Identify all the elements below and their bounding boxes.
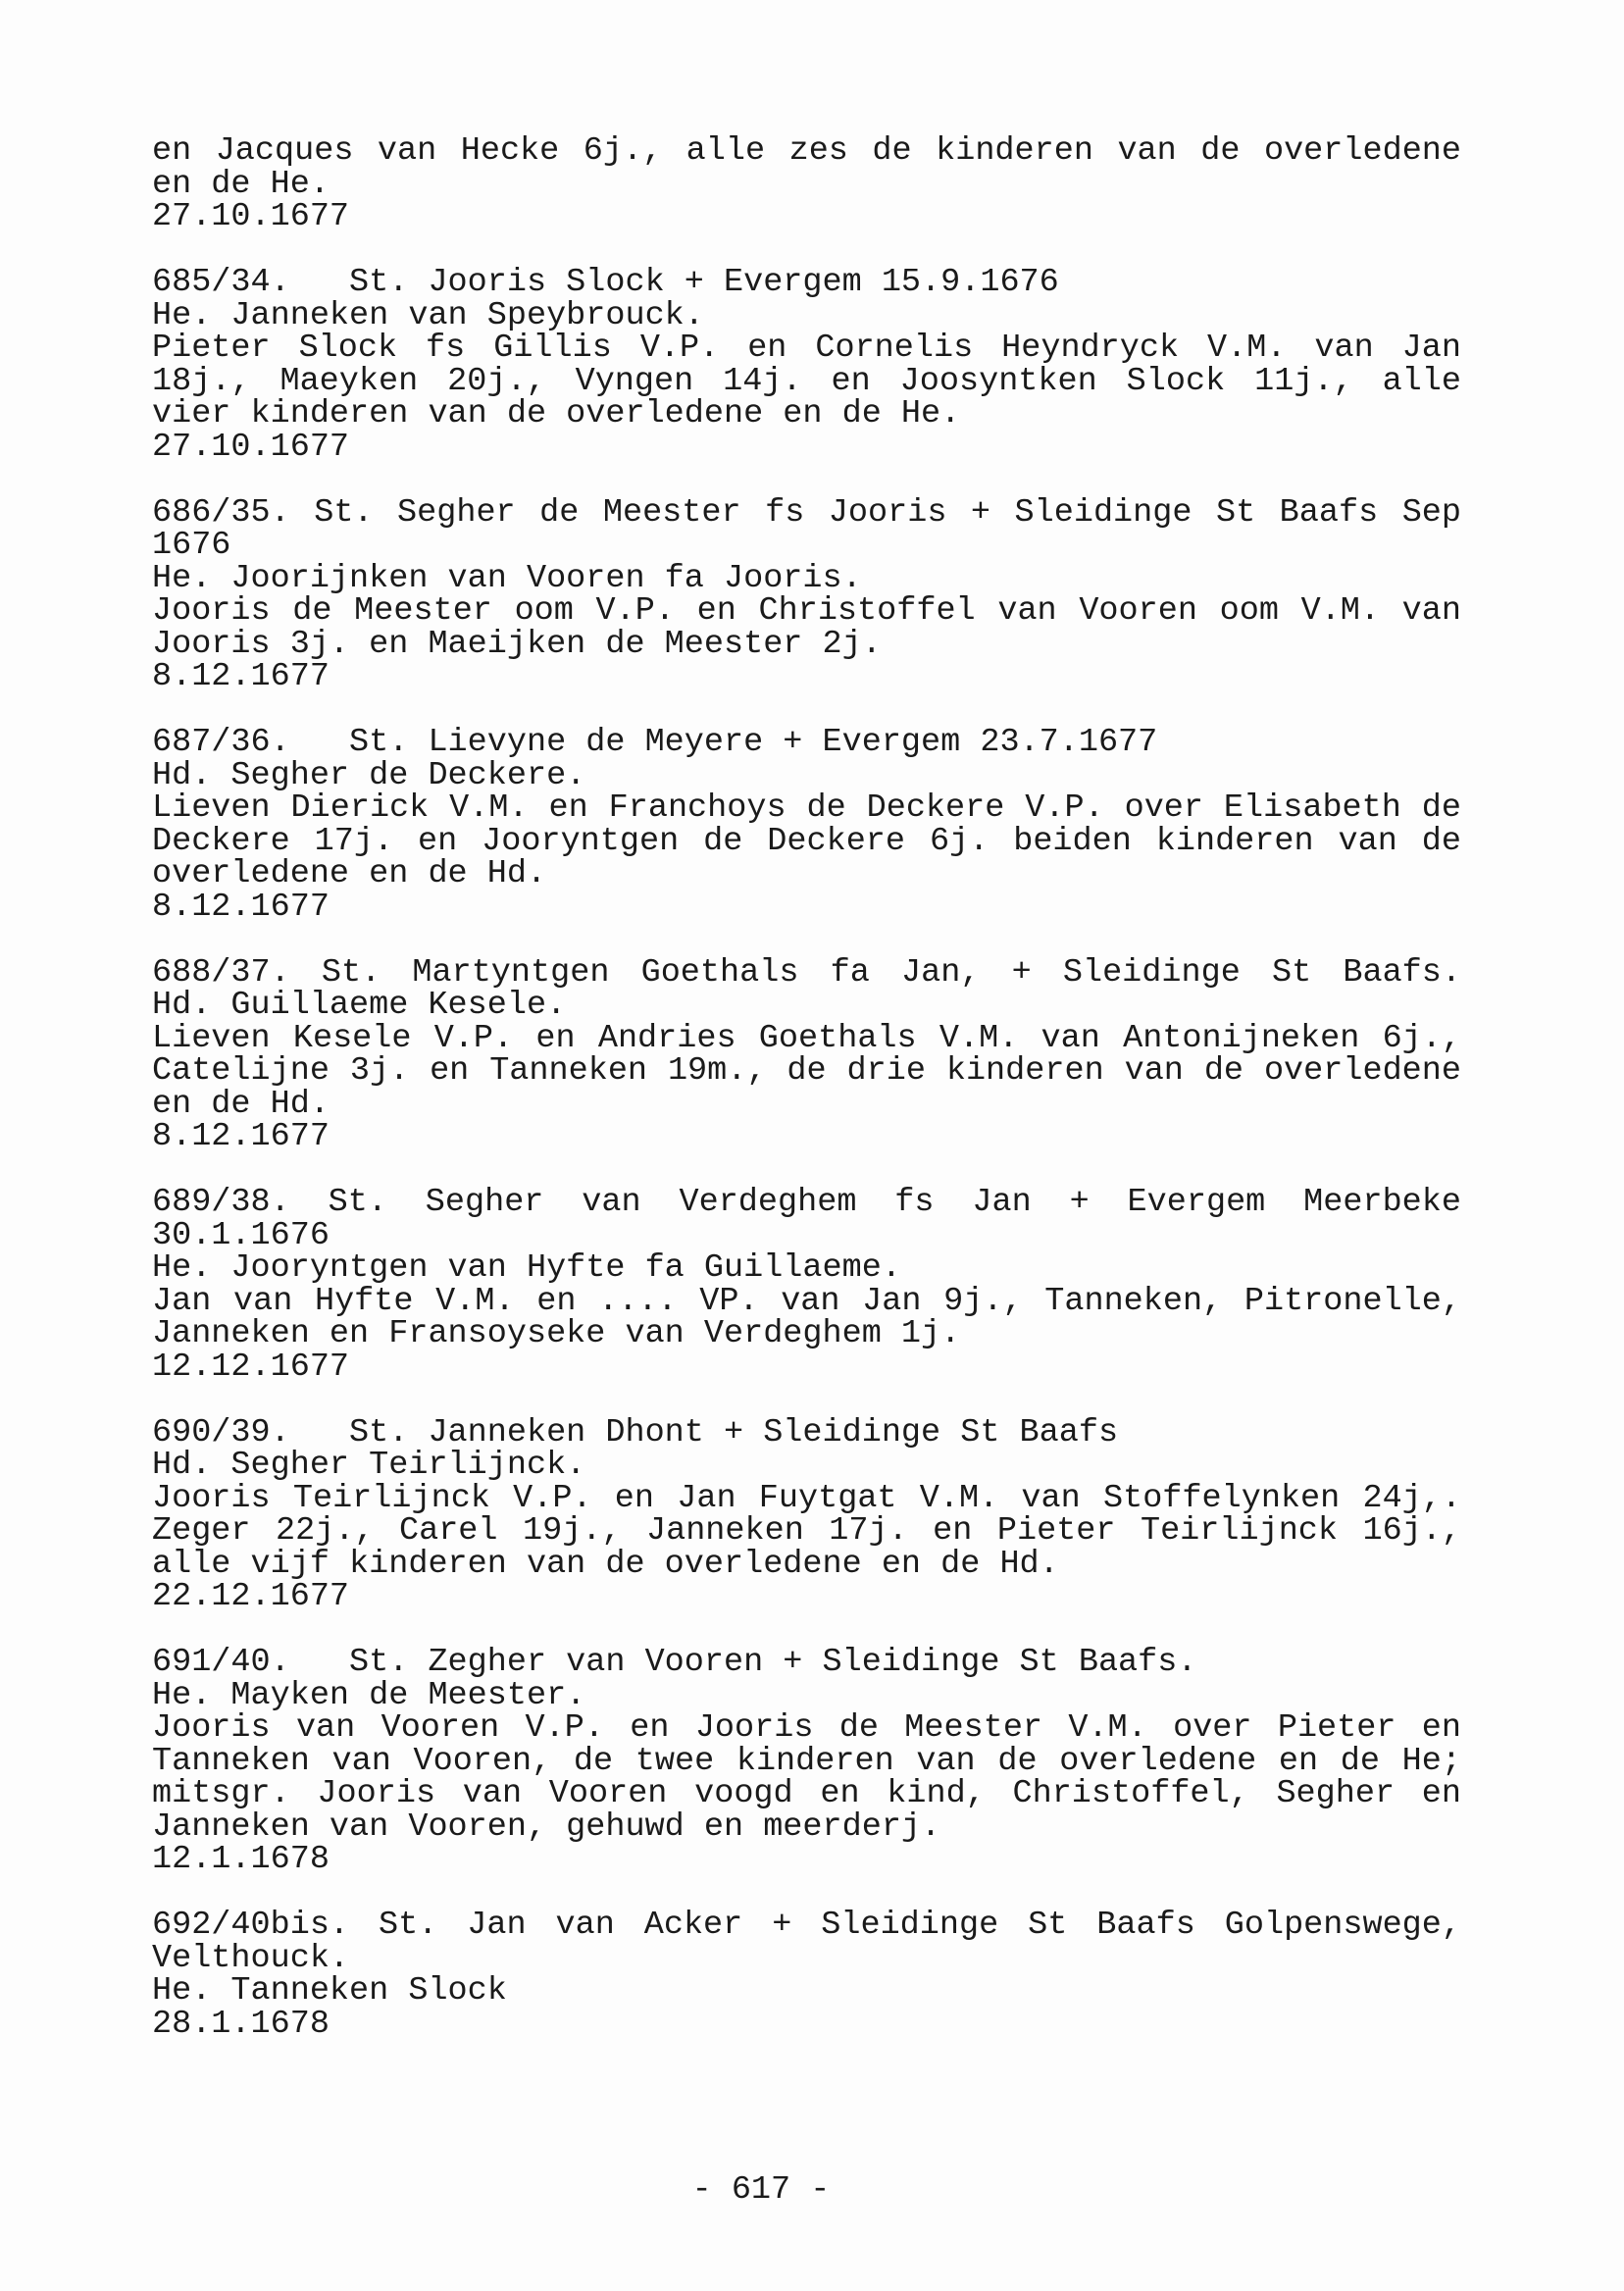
text-line: mitsgr. Jooris van Vooren voogd en kind, Christoffel, Segher en bbox=[152, 1775, 1461, 1812]
text-line: 30.1.1676 bbox=[152, 1216, 330, 1254]
text-line: He. Jooryntgen van Hyfte fa Guillaeme. bbox=[152, 1249, 901, 1287]
text-line: 12.1.1678 bbox=[152, 1841, 330, 1878]
text-line: en de Hd. bbox=[152, 1085, 330, 1123]
record-entry bbox=[152, 953, 1461, 1155]
entry-heading: 687/36. St. Lievyne de Meyere + Evergem 23.7.1677 bbox=[152, 724, 1158, 761]
text-line: 12.12.1677 bbox=[152, 1348, 350, 1386]
text-line: He. Mayken de Meester. bbox=[152, 1676, 586, 1714]
record-entry bbox=[152, 493, 1461, 695]
text-line: Janneken van Vooren, gehuwd en meerderj. bbox=[152, 1807, 941, 1846]
text-line: Hd. Segher Teirlijnck. bbox=[152, 1447, 586, 1484]
text-line: Deckere 17j. en Jooryntgen de Deckere 6j. beiden kinderen van de bbox=[152, 822, 1461, 860]
page-number: - 617 - bbox=[691, 2171, 831, 2209]
record-entry bbox=[152, 724, 1461, 926]
text-line: Jan van Hyfte V.M. en .... VP. van Jan 9j., Tanneken, Pitronelle, bbox=[152, 1282, 1461, 1320]
text-line: Jooris van Vooren V.P. en Jooris de Meester V.M. over Pieter en bbox=[152, 1709, 1461, 1747]
entry-heading: 686/35. St. Segher de Meester fs Jooris + Sleidinge St Baafs Sep bbox=[152, 493, 1461, 532]
text-line: 22.12.1677 bbox=[152, 1578, 350, 1615]
text-line: 8.12.1677 bbox=[152, 658, 330, 695]
text-line: 18j., Maeyken 20j., Vyngen 14j. en Joosyntken Slock 11j., alle bbox=[152, 362, 1461, 400]
document-body bbox=[152, 132, 1461, 2074]
text-line: 27.10.1677 bbox=[152, 198, 350, 235]
entry-heading: 689/38. St. Segher van Verdeghem fs Jan + Evergem Meerbeke bbox=[152, 1184, 1461, 1221]
text-line: overledene en de Hd. bbox=[152, 855, 547, 892]
entry-heading: 690/39. St. Janneken Dhont + Sleidinge St Baafs bbox=[152, 1413, 1119, 1451]
text-line: 27.10.1677 bbox=[152, 428, 350, 466]
text-line: Lieven Dierick V.M. en Franchoys de Deckere V.P. over Elisabeth de bbox=[152, 789, 1461, 827]
text-line: Hd. Guillaeme Kesele. bbox=[152, 987, 567, 1024]
text-line: en de He. bbox=[152, 165, 330, 203]
text-line: 8.12.1677 bbox=[152, 1118, 330, 1155]
text-line: 1676 bbox=[152, 527, 231, 564]
entry-heading: 691/40. St. Zegher van Vooren + Sleidinge St Baafs. bbox=[152, 1644, 1197, 1681]
text-line: Zeger 22j., Carel 19j., Janneken 17j. en Pieter Teirlijnck 16j., bbox=[152, 1512, 1461, 1550]
text-line: He. Janneken van Speybrouck. bbox=[152, 296, 704, 334]
text-line: Tanneken van Vooren, de twee kinderen van de overledene en de He; bbox=[152, 1742, 1461, 1780]
text-line: Jooris 3j. en Maeijken de Meester 2j. bbox=[152, 625, 882, 663]
text-line: en Jacques van Hecke 6j., alle zes de kinderen van de overledene bbox=[152, 132, 1461, 170]
entry-heading: 688/37. St. Martyntgen Goethals fa Jan, + Sleidinge St Baafs. bbox=[152, 953, 1461, 992]
record-entry bbox=[152, 1644, 1461, 1878]
record-entry bbox=[152, 1413, 1461, 1615]
record-entry bbox=[152, 264, 1461, 466]
text-line: Velthouck. bbox=[152, 1939, 350, 1977]
record-entry bbox=[152, 1909, 1461, 2041]
text-line: Jooris de Meester oom V.P. en Christoffel van Vooren oom V.M. van bbox=[152, 592, 1461, 630]
text-line: vier kinderen van de overledene en de He. bbox=[152, 395, 961, 433]
text-line: alle vijf kinderen van de overledene en de Hd. bbox=[152, 1545, 1059, 1583]
text-line: Janneken en Fransoyseke van Verdeghem 1j. bbox=[152, 1315, 961, 1352]
entry-heading: 685/34. St. Jooris Slock + Evergem 15.9.1676 bbox=[152, 264, 1059, 301]
record-entry bbox=[152, 1184, 1461, 1386]
text-line: 28.1.1678 bbox=[152, 2005, 330, 2043]
entry-heading: 692/40bis. St. Jan van Acker + Sleidinge St Baafs Golpenswege, bbox=[152, 1907, 1461, 1944]
text-line: Pieter Slock fs Gillis V.P. en Cornelis Heyndryck V.M. van Jan bbox=[152, 330, 1461, 367]
intro-paragraph bbox=[152, 132, 1461, 235]
text-line: He. Joorijnken van Vooren fa Jooris. bbox=[152, 559, 862, 597]
text-line: Hd. Segher de Deckere. bbox=[152, 756, 586, 794]
text-line: Catelijne 3j. en Tanneken 19m., de drie kinderen van de overledene bbox=[152, 1052, 1461, 1090]
text-line: 8.12.1677 bbox=[152, 888, 330, 926]
text-line: Jooris Teirlijnck V.P. en Jan Fuytgat V.M. van Stoffelynken 24j,. bbox=[152, 1479, 1461, 1517]
text-line: He. Tanneken Slock bbox=[152, 1972, 507, 2010]
text-line: Lieven Kesele V.P. en Andries Goethals V.M. van Antonijneken 6j., bbox=[152, 1019, 1461, 1057]
